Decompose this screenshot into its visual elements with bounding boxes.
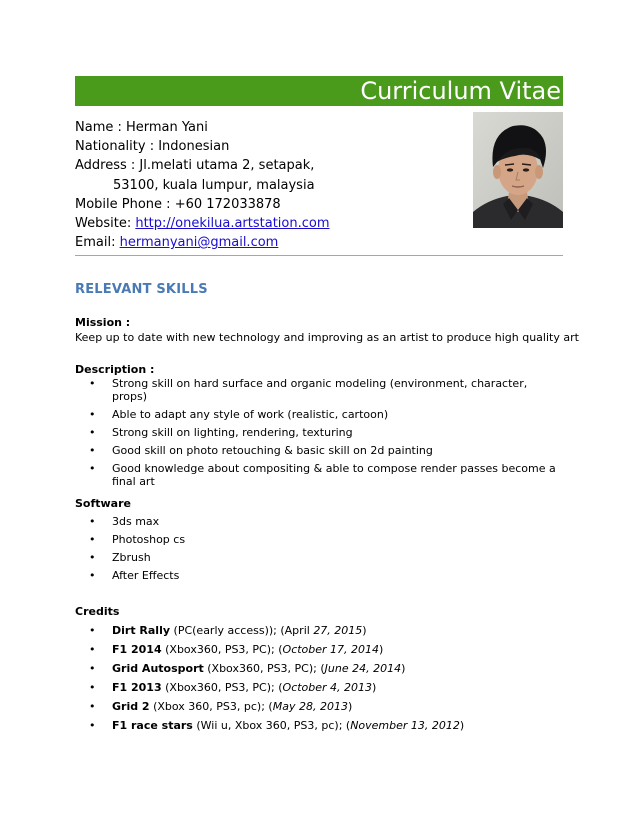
list-item <box>75 681 565 694</box>
portrait-image <box>473 112 563 228</box>
bullet-icon: • <box>89 533 96 546</box>
phone-line: Mobile Phone : +60 172033878 <box>75 196 281 212</box>
credit-platforms: (Xbox 360, PS3, pc); ( <box>149 700 273 713</box>
website-link[interactable]: http://onekilua.artstation.com <box>135 215 330 231</box>
description-item-text: Able to adapt any style of work (realistic, cartoon) <box>112 408 389 421</box>
software-list <box>75 515 565 587</box>
list-item <box>75 444 557 457</box>
list-item <box>75 408 557 421</box>
bullet-icon: • <box>89 662 96 675</box>
software-item-text: 3ds max <box>112 515 160 528</box>
credit-title: F1 2013 <box>112 681 162 694</box>
credit-close: ) <box>362 624 367 637</box>
list-item <box>75 426 557 439</box>
list-item <box>75 462 557 488</box>
personal-info <box>75 118 475 252</box>
software-heading: Software <box>75 497 131 510</box>
credits-heading: Credits <box>75 605 120 618</box>
credit-close: ) <box>401 662 406 675</box>
description-item-text: Good knowledge about compositing & able to compose render passes become a final art <box>112 462 556 488</box>
list-item <box>75 533 565 546</box>
cv-title-banner <box>75 76 563 106</box>
description-item-text: Strong skill on hard surface and organic modeling (environment, character, props) <box>112 377 528 403</box>
software-item-text: Zbrush <box>112 551 151 564</box>
list-item <box>75 515 565 528</box>
credit-title: F1 race stars <box>112 719 193 732</box>
mission-text: Keep up to date with new technology and improving as an artist to produce high quality art <box>75 331 579 344</box>
credit-title: Dirt Rally <box>112 624 171 637</box>
list-item <box>75 569 565 582</box>
address-line-1: Address : Jl.melati utama 2, setapak, <box>75 158 315 174</box>
bullet-icon: • <box>89 569 96 582</box>
credit-date: May 28, 2013 <box>272 700 348 713</box>
list-item <box>75 624 565 637</box>
credit-date: October 4, 2013 <box>282 681 373 694</box>
website-label: Website: <box>75 215 136 231</box>
credit-platforms: (Xbox360, PS3, PC); ( <box>161 681 283 694</box>
relevant-skills-heading: RELEVANT SKILLS <box>75 282 208 297</box>
bullet-icon: • <box>89 515 96 528</box>
software-item-text: Photoshop cs <box>112 533 186 546</box>
list-item <box>75 551 565 564</box>
credits-list <box>75 624 565 738</box>
credit-title: F1 2014 <box>112 643 162 656</box>
bullet-icon: • <box>89 624 96 637</box>
nationality-line: Nationality : Indonesian <box>75 139 230 155</box>
list-item <box>75 662 565 675</box>
credit-close: ) <box>347 700 353 713</box>
bullet-icon: • <box>89 426 96 439</box>
credit-close: ) <box>372 681 377 694</box>
bullet-icon: • <box>89 377 96 390</box>
profile-photo <box>473 112 563 228</box>
bullet-icon: • <box>89 462 96 475</box>
bullet-icon: • <box>89 681 96 694</box>
description-item-text: Good skill on photo retouching & basic skill on 2d painting <box>112 444 433 457</box>
credit-date: 27, 2015 <box>313 624 363 637</box>
bullet-icon: • <box>89 643 96 656</box>
software-item-text: After Effects <box>112 569 180 582</box>
list-item <box>75 719 565 732</box>
credit-title: Grid Autosport <box>112 662 204 675</box>
list-item <box>75 377 557 403</box>
description-heading: Description : <box>75 363 155 376</box>
cv-title: Curriculum Vitae <box>360 77 561 105</box>
credit-close: ) <box>379 643 384 656</box>
email-label: Email: <box>75 235 120 251</box>
email-line <box>75 233 475 252</box>
credit-platforms: (PC(early access)); (April <box>170 624 314 637</box>
credit-platforms: (Wii u, Xbox 360, PS3, pc); ( <box>192 719 351 732</box>
bullet-icon: • <box>89 551 96 564</box>
description-item-text: Strong skill on lighting, rendering, texturing <box>112 426 353 439</box>
bullet-icon: • <box>89 444 96 457</box>
bullet-icon: • <box>89 719 96 732</box>
credit-title: Grid 2 <box>112 700 150 713</box>
description-list <box>75 377 557 493</box>
list-item <box>75 643 565 656</box>
credit-date: June 24, 2014 <box>324 662 402 675</box>
credit-date: October 17, 2014 <box>282 643 380 656</box>
name-line: Name : Herman Yani <box>75 120 208 135</box>
email-link[interactable]: hermanyani@gmail.com <box>119 235 279 251</box>
address-line-2: 53100, kuala lumpur, malaysia <box>113 177 315 193</box>
bullet-icon: • <box>89 408 96 421</box>
credit-platforms: (Xbox360, PS3, PC); ( <box>203 662 325 675</box>
header-divider <box>75 255 563 256</box>
bullet-icon: • <box>89 700 96 713</box>
list-item <box>75 700 565 713</box>
credit-close: ) <box>459 719 465 732</box>
website-line <box>75 214 475 233</box>
credit-platforms: (Xbox360, PS3, PC); ( <box>161 643 283 656</box>
credit-date: November 13, 2012 <box>350 719 460 732</box>
mission-heading: Mission : <box>75 316 131 329</box>
